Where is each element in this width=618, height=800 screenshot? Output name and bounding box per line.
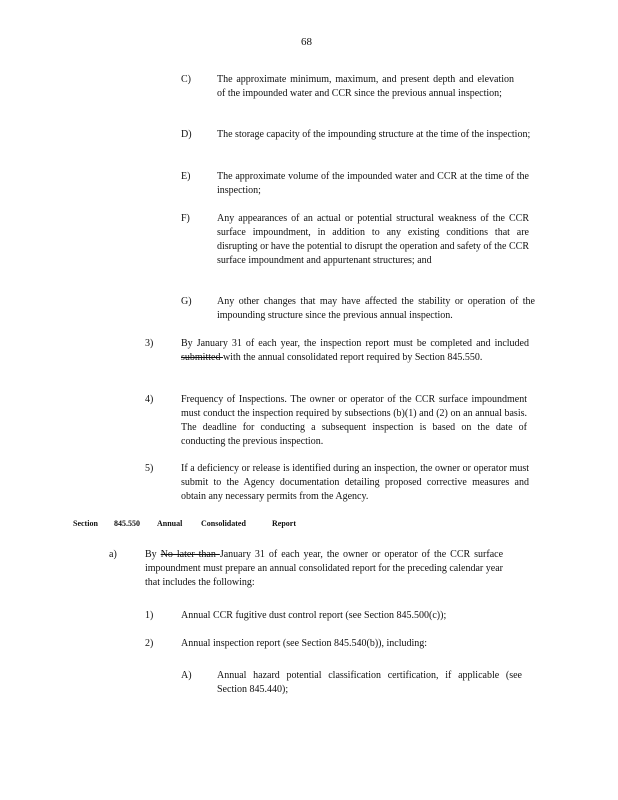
section-title-word-2: Consolidated xyxy=(201,519,246,528)
item-e-text: The approximate volume of the impounded water and CCR at the time of the inspection; xyxy=(217,171,529,196)
item-3-label: 3) xyxy=(145,338,154,349)
item-a2-text: Annual inspection report (see Section 845.540(b)), including: xyxy=(181,638,428,649)
item-d-text: The storage capacity of the impounding structure at the time of the inspection; xyxy=(217,129,531,140)
item-e-label: E) xyxy=(181,171,191,182)
item-3-text-pre: By January 31 of each year, the inspection report must be completed and included xyxy=(181,338,529,349)
page-number: 68 xyxy=(301,36,312,48)
subsection-a-label: a) xyxy=(109,549,117,560)
item-5-label: 5) xyxy=(145,463,154,474)
item-a2A-label: A) xyxy=(181,670,192,681)
section-number: 845.550 xyxy=(114,519,140,528)
subsection-a-deleted-text: No later than xyxy=(160,549,220,560)
item-c-text: The approximate minimum, maximum, and present depth and elevation of the impounded water and CCR since the previous annual inspection; xyxy=(217,74,514,99)
item-3-deleted-text: submitted xyxy=(181,352,223,363)
item-a2-label: 2) xyxy=(145,638,154,649)
item-a1-label: 1) xyxy=(145,610,154,621)
item-3-text-post: with the annual consolidated report required by Section 845.550. xyxy=(222,352,483,363)
item-c-label: C) xyxy=(181,74,191,85)
subsection-a-text-post: January 31 of each year, the owner or operator of the CCR surface impoundment must prepare an annual consolidated report for the preceding calendar year that includes the following: xyxy=(145,549,504,588)
item-d-label: D) xyxy=(181,129,192,140)
item-3-text xyxy=(181,337,529,365)
item-f-text: Any appearances of an actual or potential structural weakness of the CCR surface impoundment, in addition to any existing conditions that are disrupting or have the potential to disrupt the operation and safety of the CCR surface impoundment and appurtenant structures; and xyxy=(217,213,529,266)
item-4-text: Frequency of Inspections. The owner or operator of the CCR surface impoundment must conduct the inspection required by subsections (b)(1) and (2) on an annual basis. The deadline for conducting a subsequent inspection is based on the date of conducting the previous inspection. xyxy=(181,394,527,447)
item-5-text: If a deficiency or release is identified during an inspection, the owner or operator must submit to the Agency documentation detailing proposed corrective measures and obtain any necessary permits from the Agency. xyxy=(181,463,529,502)
item-4-label: 4) xyxy=(145,394,154,405)
item-a1-text: Annual CCR fugitive dust control report (see Section 845.500(c)); xyxy=(181,610,447,621)
section-title-word-1: Annual xyxy=(157,519,183,528)
section-label: Section xyxy=(73,519,98,528)
subsection-a-text-pre: By xyxy=(145,549,161,560)
item-g-text: Any other changes that may have affected the stability or operation of the impounding structure since the previous annual inspection. xyxy=(217,296,535,321)
item-g-label: G) xyxy=(181,296,192,307)
subsection-a-text xyxy=(145,548,503,590)
item-a2A-text: Annual hazard potential classification certification, if applicable (see Section 845.440); xyxy=(217,670,522,695)
section-title-word-3: Report xyxy=(272,519,296,528)
item-f-label: F) xyxy=(181,213,190,224)
